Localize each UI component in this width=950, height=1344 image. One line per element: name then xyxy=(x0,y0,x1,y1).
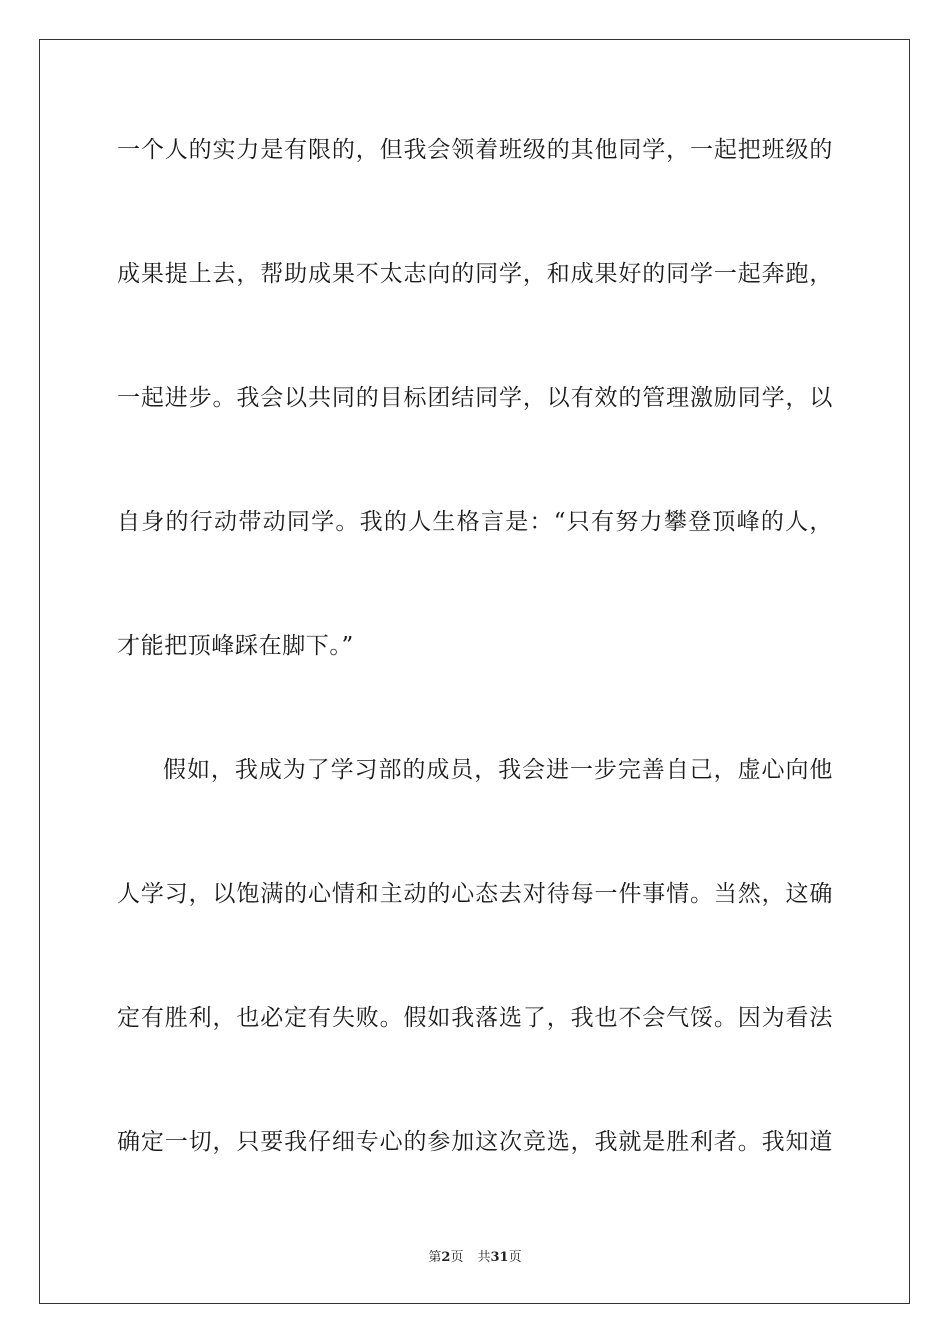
footer-total-prefix: 共 xyxy=(477,1250,491,1265)
footer-total-number: 31 xyxy=(490,1250,509,1265)
page-border xyxy=(39,39,910,1304)
body-text-line: 自身的行动带动同学。我的人生格言是：“只有努力攀登顶峰的人， xyxy=(117,509,833,535)
page-footer xyxy=(0,1246,950,1265)
footer-page-suffix: 页 xyxy=(450,1250,464,1265)
body-text-line: 才能把顶峰踩在脚下。” xyxy=(117,633,354,659)
body-text-line: 一起进步。我会以共同的目标团结同学，以有效的管理激励同学，以 xyxy=(117,385,833,411)
body-text-line: 确定一切，只要我仔细专心的参加这次竞选，我就是胜利者。我知道 xyxy=(117,1129,833,1155)
body-text-line: 人学习，以饱满的心情和主动的心态去对待每一件事情。当然，这确 xyxy=(117,881,833,907)
footer-total-suffix: 页 xyxy=(508,1250,522,1265)
footer-page-number: 2 xyxy=(441,1250,451,1265)
body-text-line: 定有胜利，也必定有失败。假如我落选了，我也不会气馁。因为看法 xyxy=(117,1005,833,1031)
body-text-line: 成果提上去，帮助成果不太志向的同学，和成果好的同学一起奔跑， xyxy=(117,261,833,287)
paragraph-first-line: 假如，我成为了学习部的成员，我会进一步完善自己，虚心向他 xyxy=(163,757,833,783)
body-text-line: 一个人的实力是有限的，但我会领着班级的其他同学，一起把班级的 xyxy=(117,137,833,163)
footer-page-prefix: 第 xyxy=(428,1250,442,1265)
